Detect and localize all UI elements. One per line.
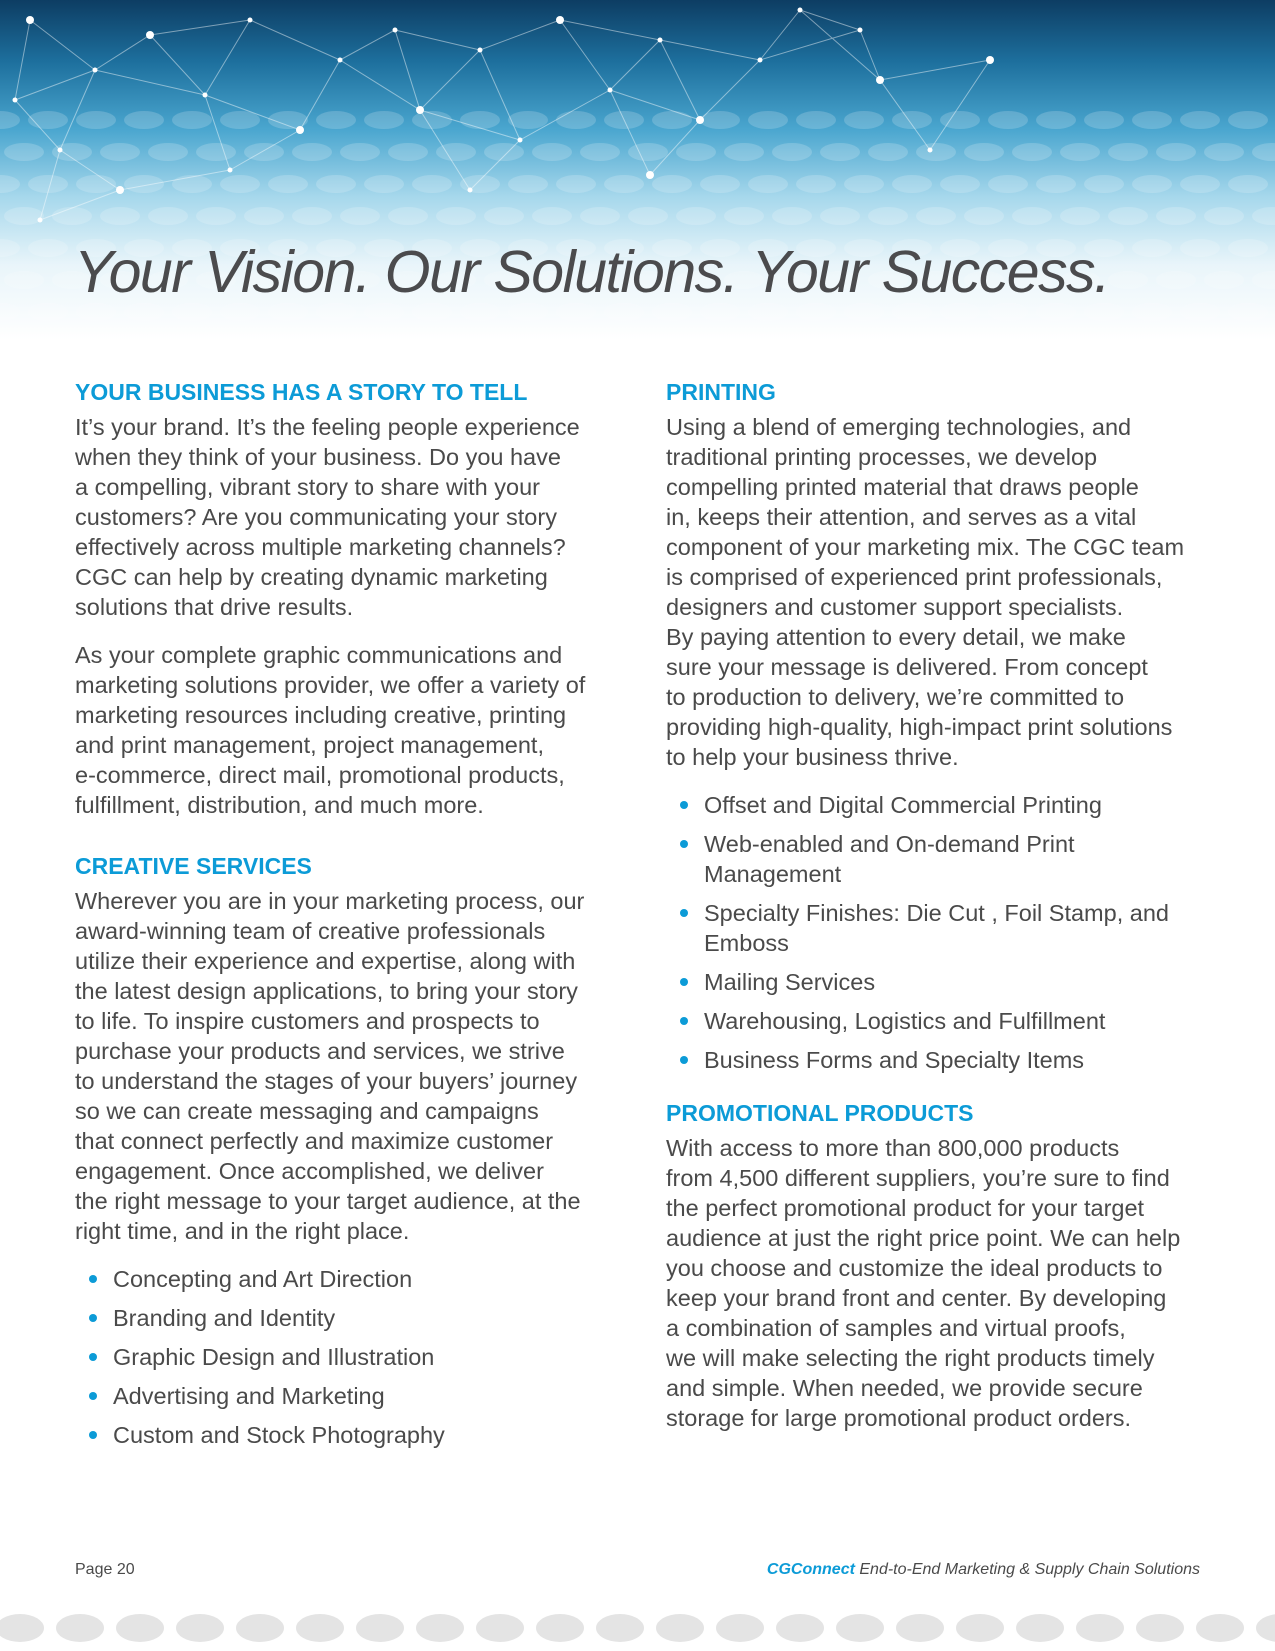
network-line — [60, 70, 95, 150]
text-line: a compelling, vibrant story to share with your — [75, 474, 540, 500]
network-node — [858, 28, 863, 33]
text-line: so we can create messaging and campaigns — [75, 1098, 539, 1124]
promo-heading: PROMOTIONAL PRODUCTS — [666, 1100, 974, 1126]
network-line — [95, 35, 150, 70]
network-line — [800, 10, 880, 80]
list-item: Graphic Design and Illustration — [75, 1342, 590, 1372]
creative-services-list — [75, 1264, 590, 1450]
band-oval — [356, 1614, 404, 1642]
story-paragraph-2 — [75, 640, 590, 820]
list-item: Specialty Finishes: Die Cut , Foil Stamp, and Emboss — [666, 898, 1206, 958]
hero-oval — [76, 111, 116, 129]
network-node — [228, 168, 233, 173]
text-line: By paying attention to every detail, we make — [666, 624, 1126, 650]
text-line: that connect perfectly and maximize customer — [75, 1128, 554, 1154]
text-line: e-commerce, direct mail, promotional products, — [75, 762, 565, 788]
network-line — [150, 35, 205, 95]
hero-oval — [1228, 111, 1268, 129]
network-line — [660, 40, 700, 120]
list-item: Web-enabled and On-demand Print Management — [666, 829, 1206, 889]
text-line: Wherever you are in your marketing process, our — [75, 888, 585, 914]
band-oval — [1136, 1614, 1184, 1642]
network-node — [696, 116, 704, 124]
hero-oval — [1252, 271, 1275, 289]
hero-oval — [868, 143, 908, 161]
network-line — [480, 20, 560, 50]
text-line: to production to delivery, we’re committed to — [666, 684, 1125, 710]
band-oval — [656, 1614, 704, 1642]
text-line: right time, and in the right place. — [75, 1218, 410, 1244]
network-line — [250, 20, 340, 60]
hero-oval — [724, 143, 764, 161]
network-line — [15, 20, 30, 100]
network-line — [700, 60, 760, 120]
network-node — [393, 28, 398, 33]
hero-oval — [940, 175, 980, 193]
hero-oval — [916, 143, 956, 161]
band-oval — [56, 1614, 104, 1642]
network-node — [146, 31, 154, 39]
list-item: Concepting and Art Direction — [75, 1264, 590, 1294]
hero-oval — [268, 175, 308, 193]
hero-oval — [28, 303, 68, 321]
network-line — [340, 60, 420, 110]
text-line: customers? Are you communicating your story — [75, 504, 557, 530]
network-line — [560, 20, 660, 40]
hero-oval — [556, 111, 596, 129]
hero-oval — [220, 111, 260, 129]
hero-oval — [628, 143, 668, 161]
hero-oval — [988, 111, 1028, 129]
hero-oval — [1180, 303, 1220, 321]
hero-oval — [676, 143, 716, 161]
hero-oval — [1012, 207, 1052, 225]
hero-oval — [388, 207, 428, 225]
network-node — [338, 58, 343, 63]
text-line: to understand the stages of your buyers’ journey — [75, 1068, 578, 1094]
hero-oval — [1012, 143, 1052, 161]
network-line — [610, 40, 660, 90]
network-line — [395, 30, 480, 50]
network-node — [58, 148, 63, 153]
network-node — [116, 186, 124, 194]
hero-oval — [1204, 271, 1244, 289]
hero-oval — [1204, 207, 1244, 225]
bullet-icon — [680, 840, 688, 848]
band-oval — [716, 1614, 764, 1642]
decorative-band — [0, 1600, 1275, 1651]
hero-oval — [4, 271, 44, 289]
hero-oval — [844, 175, 884, 193]
bullet-icon — [680, 978, 688, 986]
band-oval — [1016, 1614, 1064, 1642]
right-column — [666, 372, 1206, 1433]
hero-oval — [580, 207, 620, 225]
hero-oval — [1180, 175, 1220, 193]
network-node — [93, 68, 98, 73]
text-line: when they think of your business. Do you have — [75, 444, 561, 470]
list-item: Custom and Stock Photography — [75, 1420, 590, 1450]
hero-oval — [1060, 207, 1100, 225]
hero-oval — [820, 207, 860, 225]
text-line: CGC can help by creating dynamic marketing — [75, 564, 548, 590]
creative-paragraph — [75, 886, 590, 1246]
hero-oval — [1108, 143, 1148, 161]
text-line: With access to more than 800,000 products — [666, 1135, 1120, 1161]
hero-oval — [1084, 175, 1124, 193]
hero-oval — [508, 175, 548, 193]
text-line: from 4,500 different suppliers, you’re sure to find — [666, 1165, 1170, 1191]
network-line — [340, 30, 395, 60]
page-title: Your Vision. Our Solutions. Your Success. — [74, 239, 1109, 305]
hero-oval — [364, 111, 404, 129]
network-node — [646, 171, 654, 179]
bullet-icon — [680, 1056, 688, 1064]
hero-oval — [1156, 207, 1196, 225]
hero-oval — [52, 207, 92, 225]
hero-oval — [100, 143, 140, 161]
hero-oval — [556, 175, 596, 193]
list-item: Offset and Digital Commercial Printing — [666, 790, 1206, 820]
hero-oval — [244, 207, 284, 225]
hero-oval — [364, 175, 404, 193]
hero-oval — [1132, 239, 1172, 257]
network-node — [203, 93, 208, 98]
network-node — [478, 48, 483, 53]
text-line: Using a blend of emerging technologies, and — [666, 414, 1132, 440]
left-column — [75, 372, 590, 1459]
band-oval — [416, 1614, 464, 1642]
hero-oval — [748, 111, 788, 129]
hero-oval — [772, 143, 812, 161]
printing-services-list — [666, 790, 1206, 1075]
hero-oval — [844, 111, 884, 129]
creative-heading: CREATIVE SERVICES — [75, 853, 312, 879]
hero-oval — [28, 111, 68, 129]
hero-oval — [1180, 239, 1220, 257]
hero-oval — [580, 143, 620, 161]
hero-oval — [652, 111, 692, 129]
hero-oval — [868, 207, 908, 225]
hero-oval — [1228, 303, 1268, 321]
network-node — [876, 76, 884, 84]
hero-oval — [724, 207, 764, 225]
story-paragraph-1 — [75, 412, 590, 622]
brand-name: CGConnect — [766, 1561, 855, 1578]
network-line — [930, 60, 990, 150]
hero-oval — [196, 143, 236, 161]
text-line: is comprised of experienced print professionals, — [666, 564, 1163, 590]
hero-oval — [676, 207, 716, 225]
band-oval — [236, 1614, 284, 1642]
printing-paragraph — [666, 412, 1206, 772]
network-node — [556, 16, 564, 24]
hero-oval — [484, 143, 524, 161]
hero-oval — [28, 239, 68, 257]
network-node — [416, 106, 424, 114]
band-oval — [0, 1614, 44, 1642]
hero-oval — [964, 143, 1004, 161]
hero-oval — [1156, 271, 1196, 289]
text-line: purchase your products and services, we strive — [75, 1038, 565, 1064]
hero-oval — [628, 207, 668, 225]
band-oval — [536, 1614, 584, 1642]
list-item: Business Forms and Specialty Items — [666, 1045, 1206, 1075]
hero-oval — [460, 111, 500, 129]
network-line — [15, 70, 95, 100]
hero-oval — [772, 207, 812, 225]
network-line — [30, 20, 95, 70]
hero-oval — [0, 175, 20, 193]
hero-oval — [1108, 271, 1148, 289]
text-line: keep your brand front and center. By developing — [666, 1285, 1167, 1311]
network-line — [395, 30, 420, 110]
text-line: the right message to your target audience, at the — [75, 1188, 581, 1214]
bullet-icon — [89, 1275, 97, 1283]
hero-oval — [0, 111, 20, 129]
bullet-icon — [89, 1314, 97, 1322]
text-line: It’s your brand. It’s the feeling people experience — [75, 414, 580, 440]
hero-oval — [0, 303, 20, 321]
text-line: you choose and customize the ideal products to — [666, 1255, 1163, 1281]
band-oval — [296, 1614, 344, 1642]
hero-oval — [1036, 111, 1076, 129]
text-line: the latest design applications, to bring your story — [75, 978, 578, 1004]
band-oval — [1256, 1614, 1275, 1642]
network-line — [560, 20, 610, 90]
band-oval — [896, 1614, 944, 1642]
band-oval — [176, 1614, 224, 1642]
text-line: a combination of samples and virtual proofs, — [666, 1315, 1126, 1341]
text-line: fulfillment, distribution, and much more. — [75, 792, 484, 818]
network-line — [420, 50, 480, 110]
hero-oval — [532, 207, 572, 225]
hero-oval — [748, 175, 788, 193]
hero-oval — [820, 143, 860, 161]
hero-oval — [796, 175, 836, 193]
network-line — [860, 30, 880, 80]
network-line — [230, 130, 300, 170]
text-line: As your complete graphic communications and — [75, 642, 563, 668]
hero-oval — [1252, 143, 1275, 161]
hero-oval — [292, 207, 332, 225]
hero-oval — [1132, 111, 1172, 129]
list-item: Branding and Identity — [75, 1303, 590, 1333]
hero-oval — [316, 111, 356, 129]
text-line: marketing resources including creative, printing — [75, 702, 567, 728]
hero-oval — [292, 143, 332, 161]
hero-oval — [1228, 175, 1268, 193]
hero-oval — [1252, 207, 1275, 225]
text-line: providing high-quality, high-impact print solutions — [666, 714, 1173, 740]
footer-tagline — [767, 1561, 1200, 1579]
network-node — [296, 126, 304, 134]
network-line — [205, 20, 250, 95]
text-line: we will make selecting the right products timely — [666, 1345, 1155, 1371]
hero-oval — [196, 207, 236, 225]
hero-oval — [124, 175, 164, 193]
network-line — [95, 70, 205, 95]
hero-oval — [340, 207, 380, 225]
network-node — [518, 138, 523, 143]
text-line: designers and customer support specialists. — [666, 594, 1124, 620]
bullet-icon — [680, 909, 688, 917]
hero-oval — [220, 175, 260, 193]
text-line: marketing solutions provider, we offer a variety of — [75, 672, 586, 698]
hero-oval — [532, 143, 572, 161]
band-oval — [1196, 1614, 1244, 1642]
hero-oval — [1156, 143, 1196, 161]
text-line: award-winning team of creative professionals — [75, 918, 546, 944]
page-number: Page 20 — [75, 1561, 135, 1578]
band-oval — [476, 1614, 524, 1642]
promo-paragraph — [666, 1133, 1206, 1433]
band-oval — [836, 1614, 884, 1642]
hero-oval — [604, 175, 644, 193]
hero-oval — [1180, 111, 1220, 129]
hero-oval — [484, 207, 524, 225]
hero-oval — [1204, 143, 1244, 161]
hero-oval — [1132, 303, 1172, 321]
band-oval — [1076, 1614, 1124, 1642]
hero-oval — [148, 143, 188, 161]
printing-heading: PRINTING — [666, 379, 776, 405]
hero-oval — [76, 175, 116, 193]
network-line — [760, 30, 860, 60]
network-node — [468, 188, 473, 193]
text-line: in, keeps their attention, and serves as a vital — [666, 504, 1137, 530]
list-item: Mailing Services — [666, 967, 1206, 997]
text-line: the perfect promotional product for your target — [666, 1195, 1145, 1221]
bullet-icon — [680, 801, 688, 809]
hero-oval — [4, 207, 44, 225]
band-oval — [116, 1614, 164, 1642]
network-node — [928, 148, 933, 153]
tagline-text: End-to-End Marketing & Supply Chain Solutions — [854, 1561, 1200, 1578]
text-line: traditional printing processes, we develop — [666, 444, 1098, 470]
bullet-icon — [680, 1017, 688, 1025]
text-line: effectively across multiple marketing channels? — [75, 534, 566, 560]
text-line: and simple. When needed, we provide secure — [666, 1375, 1143, 1401]
network-node — [13, 98, 18, 103]
hero-oval — [388, 143, 428, 161]
hero-oval — [1132, 175, 1172, 193]
hero-oval — [172, 175, 212, 193]
hero-oval — [340, 143, 380, 161]
story-heading: YOUR BUSINESS HAS A STORY TO TELL — [75, 379, 528, 405]
network-line — [760, 10, 800, 60]
hero-oval — [652, 175, 692, 193]
network-node — [26, 16, 34, 24]
bullet-icon — [89, 1353, 97, 1361]
text-line: storage for large promotional product orders. — [666, 1405, 1132, 1431]
hero-oval — [1228, 239, 1268, 257]
network-node — [758, 58, 763, 63]
network-node — [658, 38, 663, 43]
hero-oval — [0, 239, 20, 257]
text-line: to help your business thrive. — [666, 744, 959, 770]
network-line — [660, 40, 760, 60]
network-node — [248, 18, 253, 23]
hero-oval — [988, 175, 1028, 193]
list-item: Warehousing, Logistics and Fulfillment — [666, 1006, 1206, 1036]
text-line: and print management, project management, — [75, 732, 544, 758]
bullet-icon — [89, 1431, 97, 1439]
hero-oval — [1036, 175, 1076, 193]
text-line: utilize their experience and expertise, along with — [75, 948, 576, 974]
hero-oval — [316, 175, 356, 193]
hero-oval — [700, 175, 740, 193]
network-line — [800, 10, 860, 30]
text-line: compelling printed material that draws people — [666, 474, 1139, 500]
hero-oval — [964, 207, 1004, 225]
text-line: audience at just the right price point. We can help — [666, 1225, 1181, 1251]
text-line: sure your message is delivered. From concept — [666, 654, 1148, 680]
hero-oval — [4, 143, 44, 161]
hero-oval — [148, 207, 188, 225]
text-line: to life. To inspire customers and prospects to — [75, 1008, 540, 1034]
bullet-icon — [89, 1392, 97, 1400]
hero-oval — [412, 175, 452, 193]
network-node — [986, 56, 994, 64]
hero-oval — [100, 207, 140, 225]
hero-oval — [892, 111, 932, 129]
hero-oval — [124, 111, 164, 129]
network-node — [608, 88, 613, 93]
hero-oval — [436, 207, 476, 225]
hero-oval — [1060, 143, 1100, 161]
network-node — [798, 8, 803, 13]
hero-oval — [916, 207, 956, 225]
dot-pattern — [0, 1600, 1275, 1651]
hero-oval — [1084, 111, 1124, 129]
hero-oval — [1108, 207, 1148, 225]
list-item: Advertising and Marketing — [75, 1381, 590, 1411]
network-line — [150, 20, 250, 35]
text-line: engagement. Once accomplished, we deliver — [75, 1158, 544, 1184]
network-line — [880, 60, 990, 80]
text-line: solutions that drive results. — [75, 594, 354, 620]
hero-oval — [892, 175, 932, 193]
network-line — [610, 90, 650, 175]
network-node — [38, 218, 43, 223]
band-oval — [596, 1614, 644, 1642]
text-line: component of your marketing mix. The CGC team — [666, 534, 1185, 560]
hero-oval — [172, 111, 212, 129]
band-oval — [776, 1614, 824, 1642]
hero-oval — [796, 111, 836, 129]
band-oval — [956, 1614, 1004, 1642]
